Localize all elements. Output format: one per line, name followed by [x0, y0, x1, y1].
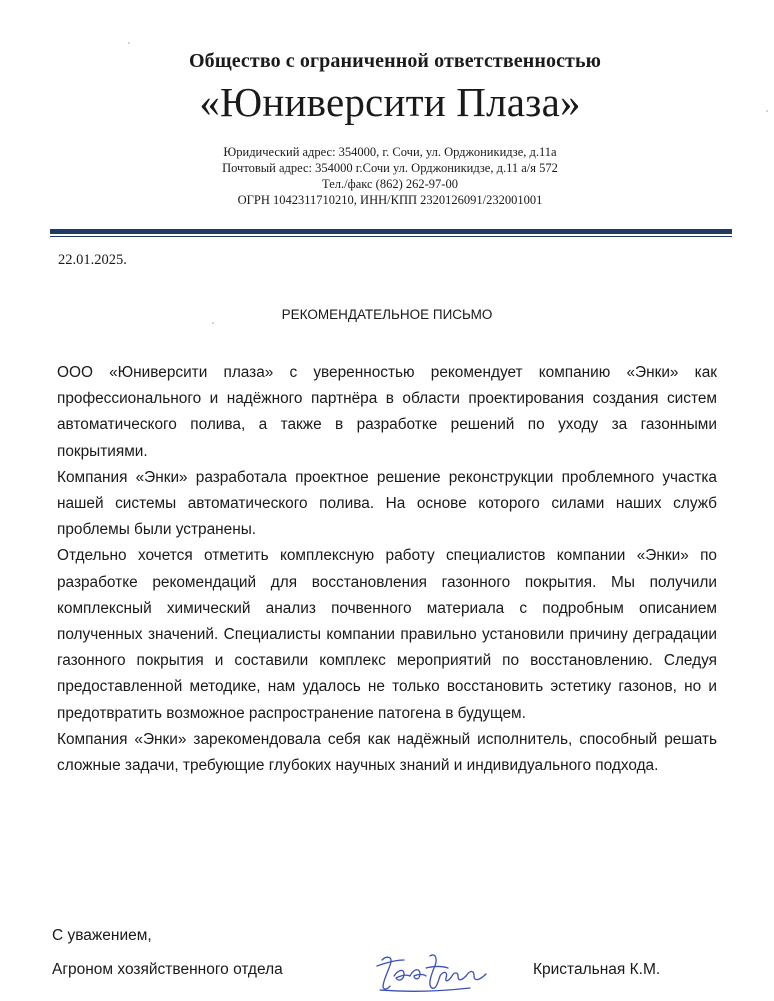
paragraph-4: Компания «Энки» зарекомендовала себя как надёжный исполнитель, способный решать сложные задачи, требующие глубоких научных знаний и индивидуального подхода.	[57, 730, 717, 775]
legal-address: Юридический адрес: 354000, г. Сочи, ул. Орджоникидзе, д.11а	[223, 145, 557, 159]
letterhead-divider-thin	[50, 236, 732, 237]
signatory-position: Агроном хозяйственного отдела	[52, 961, 283, 978]
postal-address: Почтовый адрес: 354000 г.Сочи ул. Орджоникидзе, д.11 а/я 572	[222, 161, 558, 175]
phone-fax: Тел./факс (862) 262-97-00	[322, 177, 458, 191]
scan-speck	[212, 322, 214, 324]
paragraph-1: ООО «Юниверсити плаза» с уверенностью рекомендует компанию «Энки» как профессионального и надёжного партнёра в области проектирования создания систем автоматического полива, а также в разработке решений по уходу за газонными покрытиями.	[57, 364, 717, 460]
signatory-name: Кристальная К.М.	[533, 961, 661, 978]
letter-body	[57, 360, 717, 779]
letter-date: 22.01.2025.	[58, 252, 127, 268]
handwritten-signature	[374, 946, 492, 994]
scan-speck	[128, 42, 130, 44]
letter-title: РЕКОМЕНДАТЕЛЬНОЕ ПИСЬМО	[281, 307, 493, 322]
registration-numbers: ОГРН 1042311710210, ИНН/КПП 2320126091/232001001	[237, 193, 543, 207]
org-name: «Юниверсити Плаза»	[199, 79, 581, 125]
closing-phrase: С уважением,	[52, 927, 152, 944]
company-details	[200, 144, 580, 208]
org-type: Общество с ограниченной ответственностью	[188, 50, 602, 72]
letterhead-divider-thick	[50, 229, 732, 234]
paragraph-3: Отдельно хочется отметить комплексную работу специалистов компании «Энки» по разработке рекомендаций для восстановления газонного покрытия. Мы получили комплексный химический анализ почвенного материала с подробным описанием полученных значений. Специалисты компании правильно установили причину деградации газонного покрытия и составили комплекс мероприятий по восстановлению. Следуя предоставленной методике, нам удалось не только восстановить эстетику газонов, но и предотвратить возможное распространение патогена в будущем.	[57, 547, 717, 722]
scan-speck	[766, 110, 768, 112]
paragraph-2: Компания «Энки» разработала проектное решение реконструкции проблемного участка нашей системы автоматического полива. На основе которого силами наших служб проблемы были устранены.	[57, 468, 717, 539]
